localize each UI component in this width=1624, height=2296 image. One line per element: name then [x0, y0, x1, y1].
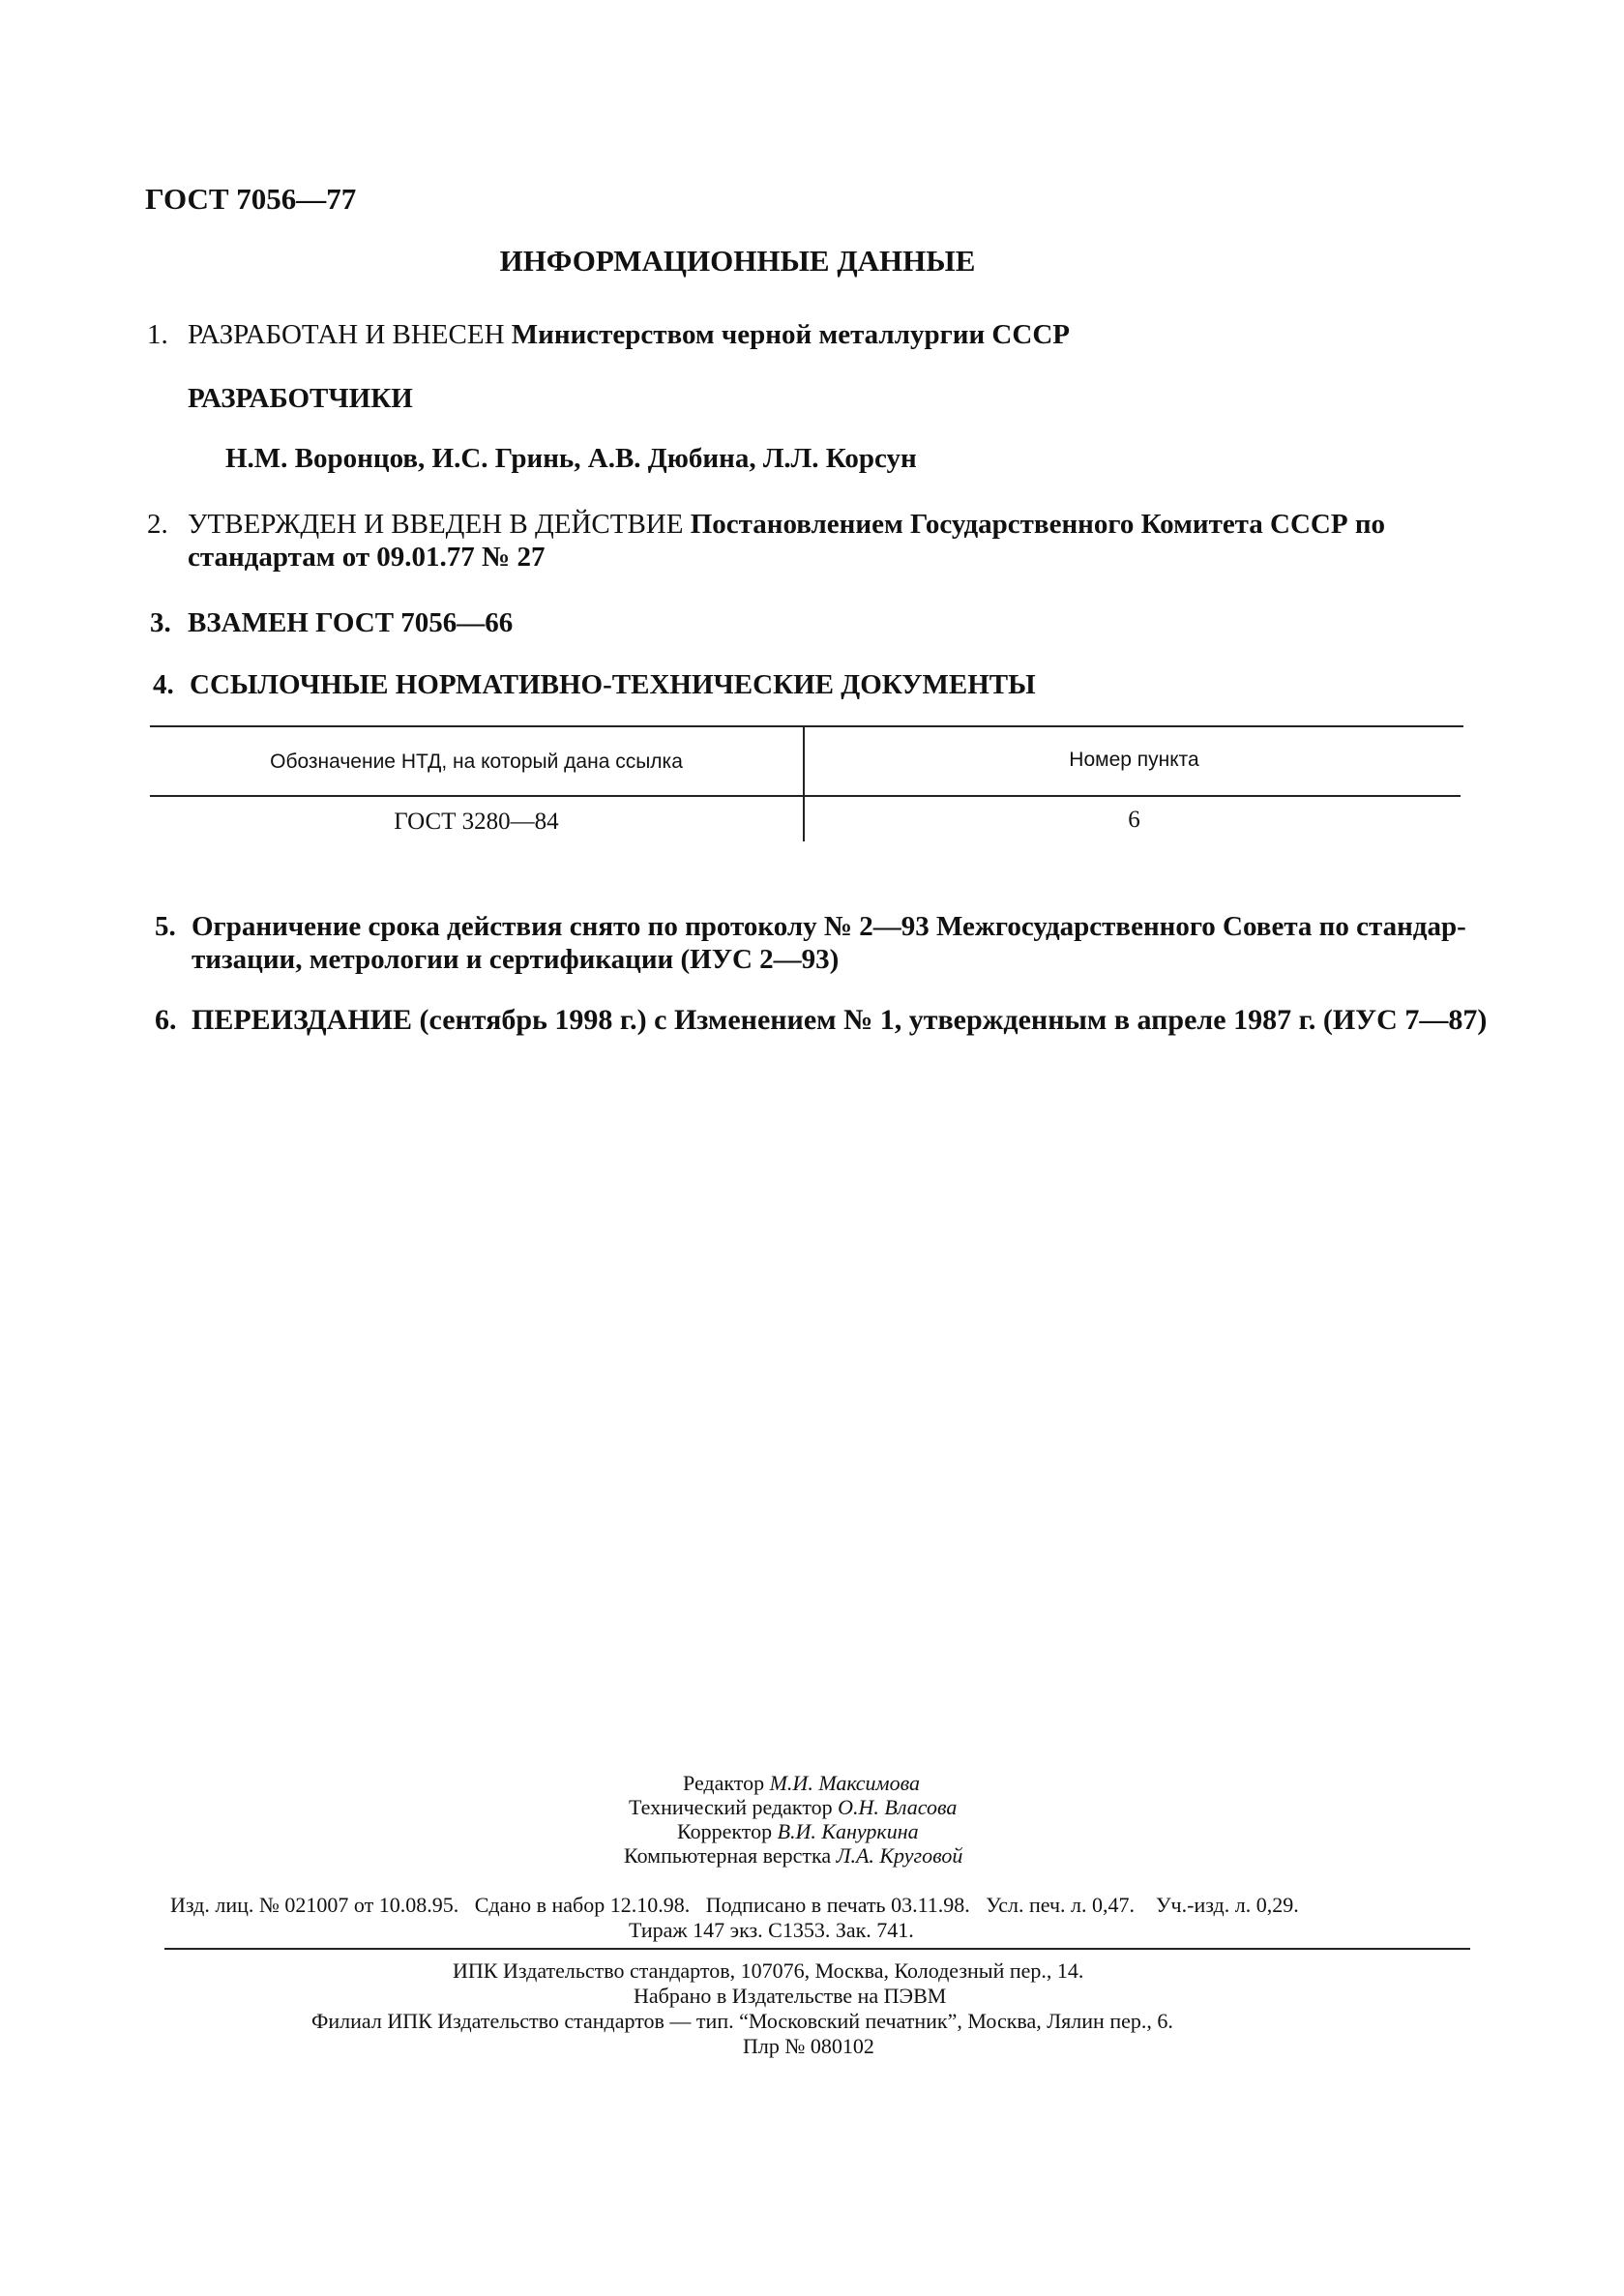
item-number: 3. [150, 607, 171, 638]
item-number: 4. [153, 669, 174, 700]
developers-heading: РАЗРАБОТЧИКИ [188, 383, 413, 414]
table-header-clause: Номер пункта [1069, 749, 1199, 771]
imprint-line-1: Изд. лиц. № 021007 от 10.08.95. Сдано в набор 12.10.98. Подписано в печать 03.11.98. Усл. печ. л. 0,47. Уч.-изд. л. 0,29. [170, 1893, 1299, 1917]
item-heading: ВЗАМЕН ГОСТ 7056—66 [188, 607, 514, 638]
document-code: ГОСТ 7056—77 [145, 182, 357, 216]
item-text-cont: тизации, метрологии и сертификации (ИУС 2—93) [192, 944, 840, 975]
tech-editor-name: О.Н. Власова [838, 1795, 958, 1819]
table-header-rule [150, 795, 1461, 797]
layout-name: Л.А. Круговой [836, 1843, 963, 1868]
imprint-line-5: Филиал ИПК Издательство стандартов — тип. “Московский печатник”, Москва, Лялин пер., 6. [311, 2009, 1173, 2033]
corrector-label: Корректор [677, 1819, 773, 1843]
editor-label: Редактор [683, 1771, 765, 1795]
imprint-line-2: Тираж 147 экз. С1353. Зак. 741. [629, 1918, 914, 1942]
table-cell-designation: ГОСТ 3280—84 [394, 809, 559, 835]
reference-table [150, 725, 1463, 845]
item-text-cont: стандартам от 09.01.77 № 27 [188, 542, 546, 573]
item-heading: УТВЕРЖДЕН И ВВЕДЕН В ДЕЙСТВИЕ [188, 509, 684, 540]
imprint-line-3: ИПК Издательство стандартов, 107076, Москва, Колодезный пер., 14. [453, 1958, 1084, 1983]
item-number: 6. [155, 1004, 177, 1036]
layout-label: Компьютерная верстка [624, 1843, 832, 1868]
item-number: 5. [155, 911, 176, 942]
item-heading: РАЗРАБОТАН И ВНЕСЕН [188, 319, 505, 350]
corrector-name: В.И. Кануркина [777, 1819, 919, 1843]
developers-names: Н.М. Воронцов, И.С. Гринь, А.В. Дюбина, Л.Л. Корсун [225, 443, 917, 474]
item-heading: ССЫЛОЧНЫЕ НОРМАТИВНО-ТЕХНИЧЕСКИЕ ДОКУМЕНТЫ [190, 669, 1036, 700]
item-text: (сентябрь 1998 г.) с Изменением № 1, утвержденным в апреле 1987 г. (ИУС 7—87) [419, 1004, 1488, 1036]
imprint-line-4: Набрано в Издательстве на ПЭВМ [634, 1984, 947, 2008]
item-number: 2. [147, 509, 168, 540]
imprint-divider [164, 1948, 1470, 1950]
item-heading: ПЕРЕИЗДАНИЕ [192, 1004, 413, 1036]
table-top-rule [150, 725, 1463, 727]
item-text: Постановлением Государственного Комитета СССР по [690, 509, 1386, 540]
table-cell-clause: 6 [1128, 807, 1140, 833]
editor-name: М.И. Максимова [769, 1771, 920, 1795]
item-number: 1. [147, 319, 168, 350]
page-title: ИНФОРМАЦИОННЫЕ ДАННЫЕ [499, 244, 976, 278]
item-text: Министерством черной металлургии СССР [511, 319, 1070, 350]
tech-editor-label: Технический редактор [629, 1795, 833, 1819]
table-header-designation: Обозначение НТД, на который дана ссылка [270, 751, 683, 773]
imprint-line-6: Плр № 080102 [743, 2034, 874, 2058]
item-text: Ограничение срока действия снято по протоколу № 2—93 Межгосударственного Совета по стандар- [192, 911, 1466, 942]
